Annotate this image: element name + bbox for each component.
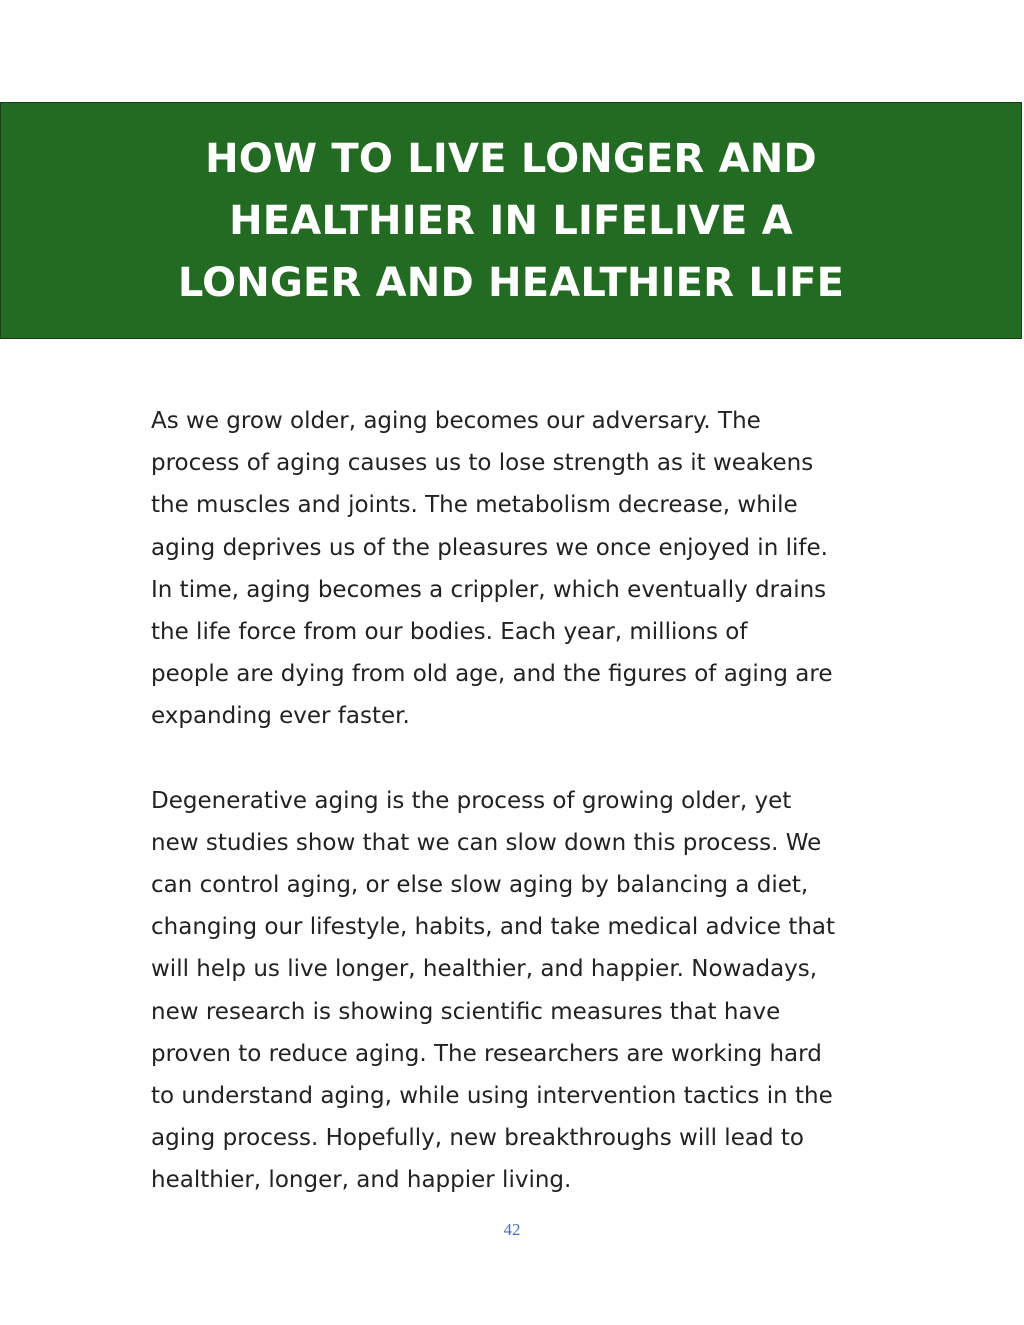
text-line: the muscles and joints. The metabolism decrease, while [151,492,798,519]
text-line: proven to reduce aging. The researchers are working hard [151,1040,822,1067]
paragraph-research [151,780,891,1202]
text-line: to understand aging, while using intervention tactics in the [151,1083,833,1110]
text-line: people are dying from old age, and the figures of aging are [151,661,833,688]
text-line: new research is showing scientific measures that have [151,998,781,1025]
text-line: new studies show that we can slow down this process. We [151,829,822,856]
text-line: changing our lifestyle, habits, and take medical advice that [151,914,836,941]
body-content [151,400,891,1202]
text-line: healthier, longer, and happier living. [151,1167,572,1194]
text-line: expanding ever faster. [151,703,410,730]
title-line: HOW TO LIVE LONGER AND [205,135,817,182]
text-line: the life force from our bodies. Each year, millions of [151,619,748,646]
page-title [178,128,844,314]
text-line: aging deprives us of the pleasures we once enjoyed in life. [151,534,828,561]
text-line: process of aging causes us to lose strength as it weakens [151,450,814,477]
text-line: In time, aging becomes a crippler, which eventually drains [151,576,827,603]
paragraph-intro [151,400,891,738]
text-line: will help us live longer, healthier, and happier. Nowadays, [151,956,818,983]
title-banner [0,102,1022,339]
title-line: LONGER AND HEALTHIER LIFE [177,259,845,306]
title-line: HEALTHIER IN LIFELIVE A [229,197,793,244]
page-number: 42 [503,1220,521,1239]
text-line: Degenerative aging is the process of growing older, yet [151,787,792,814]
text-line: aging process. Hopefully, new breakthroughs will lead to [151,1125,804,1152]
text-line: can control aging, or else slow aging by balancing a diet, [151,872,809,899]
text-line: As we grow older, aging becomes our adversary. The [151,408,761,434]
